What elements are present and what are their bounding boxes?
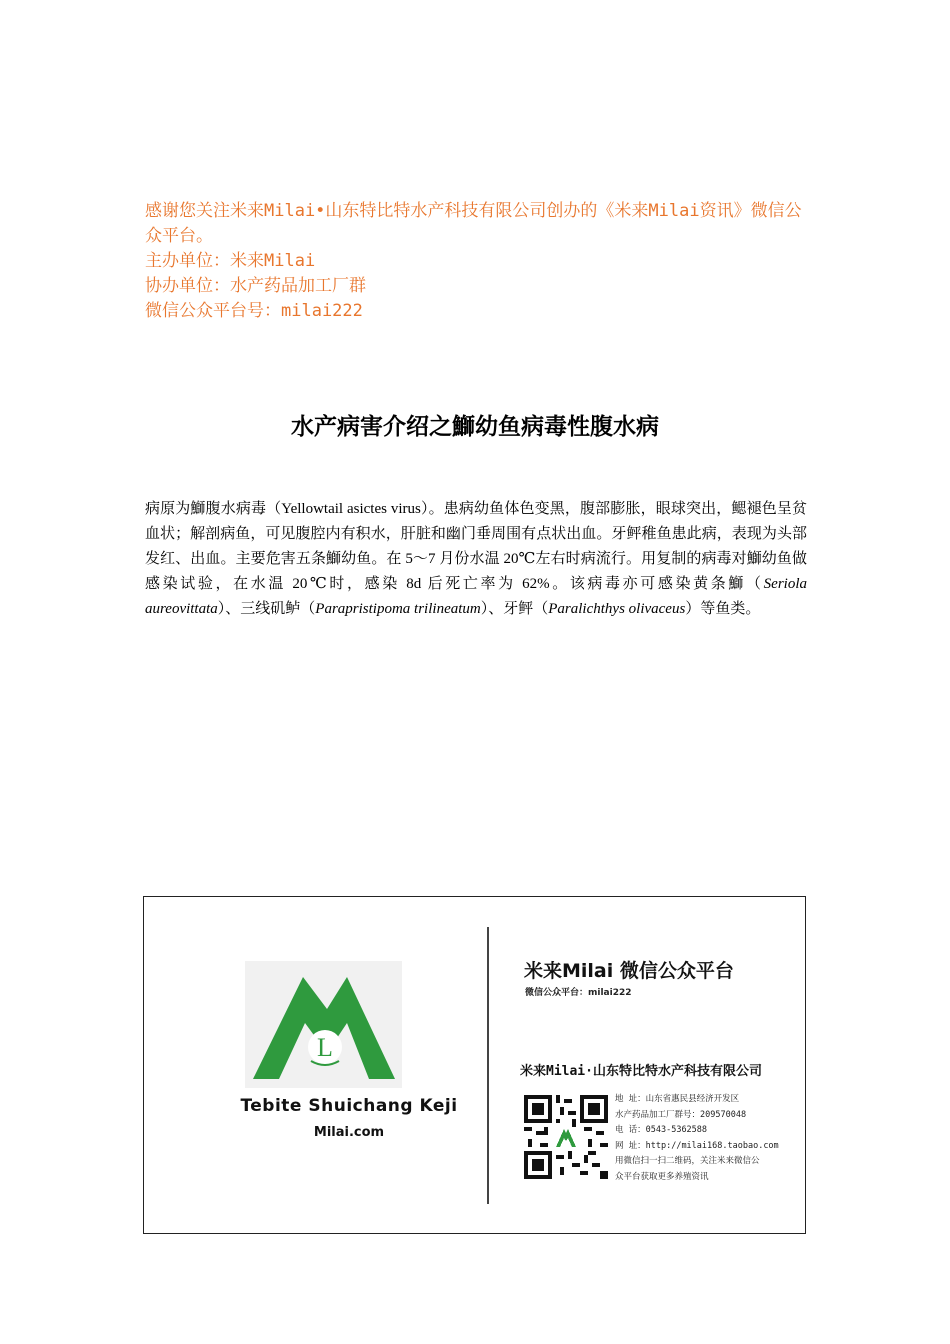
contact-phone: 电 话：0543-5362588 [615, 1125, 708, 1135]
wechat-platform-title: 米来Milai 微信公众平台 [524, 960, 734, 982]
brand-website: Milai.com [313, 1125, 385, 1140]
contact-scan-note-2: 众平台获取更多养殖资讯 [615, 1171, 709, 1182]
intro-thanks: 感谢您关注米来Milai•山东特比特水产科技有限公司创办的《米来Milai资讯》微信公众平台。 [145, 201, 802, 246]
card-divider [487, 927, 489, 1204]
logo-mark-icon [245, 961, 402, 1088]
contact-website: 网 址：http://milai168.taobao.com [615, 1140, 779, 1151]
logo-letter: L [317, 1033, 333, 1062]
qr-code-icon [524, 1095, 608, 1179]
species-name: Seriola aureovittata [145, 576, 807, 617]
wechat-platform-id: 微信公众平台：milai222 [525, 988, 632, 998]
contact-group: 水产药品加工厂群号：209570048 [615, 1109, 747, 1120]
company-name: 米来Milai·山东特比特水产科技有限公司 [520, 1064, 762, 1079]
species-name: Parapristipoma trilineatum [315, 601, 481, 617]
intro-cohost: 协办单位：水产药品加工厂群 [145, 276, 366, 296]
paragraph-text: ）等鱼类。 [685, 601, 761, 617]
brand-english-name: Tebite Shuichang Keji [240, 1096, 458, 1116]
paragraph-text: ）、三线矶鲈（ [217, 601, 316, 617]
article-title: 水产病害介绍之鰤幼鱼病毒性腹水病 [291, 414, 659, 440]
intro-host: 主办单位：米来Milai [145, 251, 316, 271]
contact-address: 地 址：山东省惠民县经济开发区 [615, 1094, 740, 1104]
intro-account: 微信公众平台号：milai222 [145, 301, 363, 321]
contact-scan-note: 用微信扫一扫二维码，关注米来微信公 [615, 1156, 760, 1166]
intro-block [145, 199, 815, 324]
contact-info [615, 1092, 805, 1185]
business-card [143, 896, 806, 1234]
species-name: Paralichthys olivaceus [548, 601, 686, 617]
company-logo [245, 961, 402, 1088]
paragraph-text: 病原为鰤腹水病毒（Yellowtail asictes virus）。患病幼鱼体色变黑，腹部膨胀，眼球突出，鳃褪色呈贫血状；解剖病鱼，可见腹腔内有积水，肝脏和幽门垂周围有点状出血。牙鲆稚鱼患此病，表现为头部发红、出血。主要危害五条鰤幼鱼。在 5～7 月份水温 20℃左右时病流行。用复制的病毒对鰤幼鱼做感染试验，在水温 20℃时，感染 8d 后死亡率为 62%。该病毒亦可感染黄条鰤（ [145, 501, 807, 592]
paragraph-text: ）、牙鲆（ [480, 601, 549, 617]
article-paragraph [145, 497, 807, 622]
